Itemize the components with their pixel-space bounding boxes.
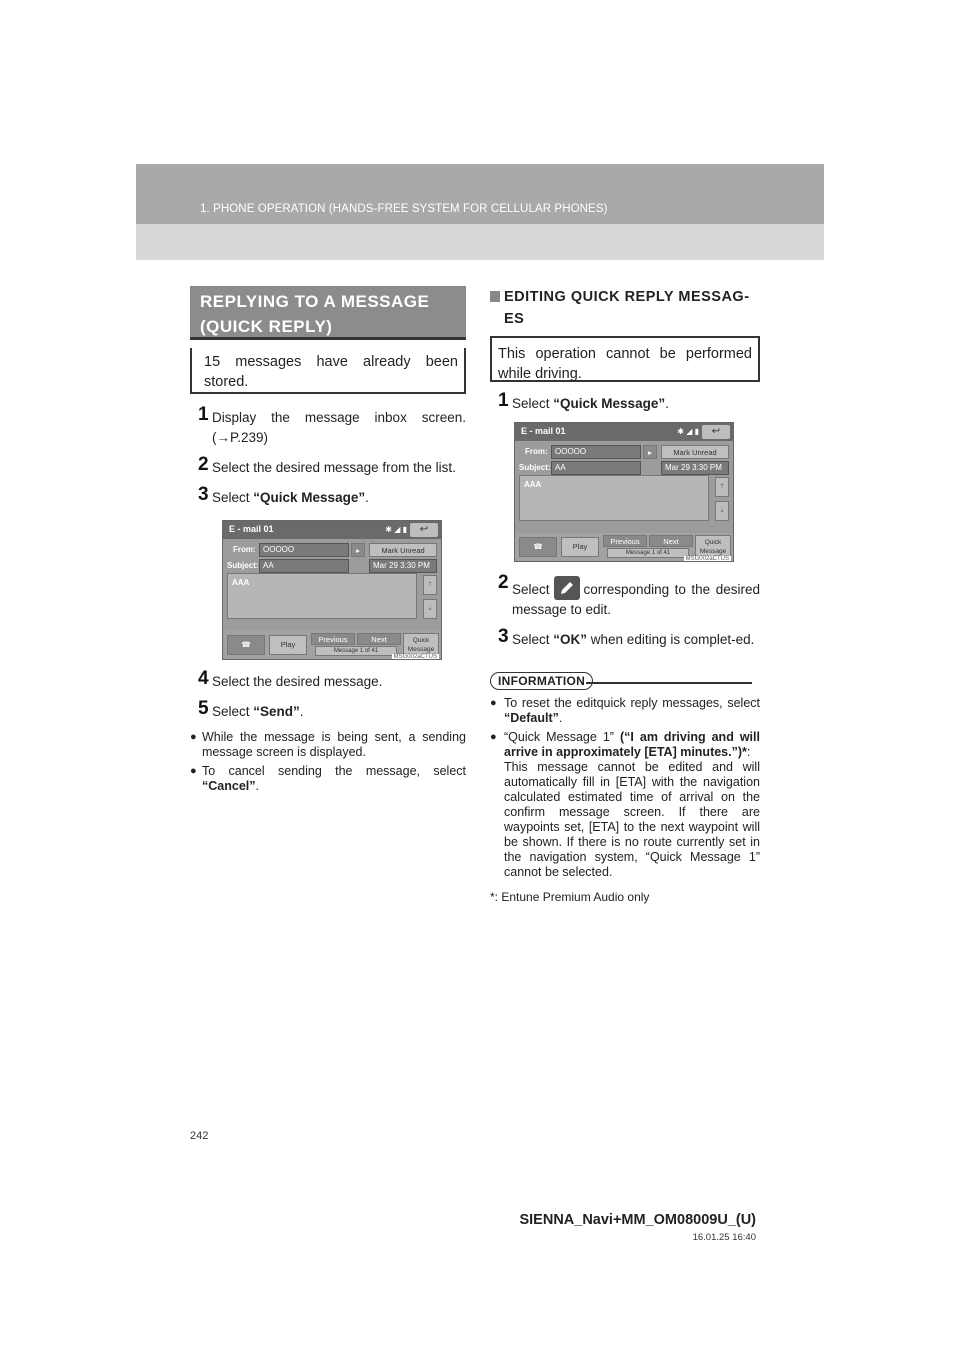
subsection-title-line-1: EDITING QUICK REPLY MESSAG- [504,289,750,305]
bullet-icon: ● [190,765,197,777]
header-strip [136,164,824,224]
step-3 [190,484,466,508]
signal-icon: ✱ ◢ ▮ [677,427,699,436]
step-2 [490,572,760,620]
step-text: Select the desired message. [212,674,383,689]
back-icon: ↩ [702,425,730,439]
step-text: Select [512,582,550,597]
screen-title: E - mail 01 [229,524,274,534]
document-date: 16.01.25 16:40 [692,1232,756,1243]
step-number: 3 [498,626,509,647]
message-body-text: AAA [524,480,542,489]
subsection-title [490,286,760,330]
previous-button: Previous [311,633,355,645]
step-text: Display the message inbox screen. ( [212,410,466,445]
step-text: Select [512,396,554,411]
from-label: From: [233,545,256,554]
info-body: This message cannot be edited and will automatically fill in [ETA] with the navigation calculated estimated time of arrival on the confirm message screen. If there are waypoints set, [ETA] to the next waypoint will be shown. If there is no route currently set in the navigation system, “Quick Message 1” cannot be selected. [504,760,760,879]
step-number: 3 [198,484,209,505]
step-number: 2 [498,572,509,593]
bullet-text: While the message is being sent, a sending message screen is displayed. [202,730,466,759]
scroll-down-icon: ⇣ [715,501,729,521]
email-screen-image [222,520,442,660]
quick-message-label-2: Message [407,646,435,653]
mark-unread-button: Mark Unread [369,543,437,557]
screen-titlebar [515,423,733,441]
step-2 [190,454,466,478]
step-text: Select [212,704,254,719]
driving-note: This operation cannot be performed while driving. [490,336,760,382]
screen-title: E - mail 01 [521,426,566,436]
phone-icon: ☎ [227,635,265,655]
from-field: OOOOO [551,445,641,459]
step-number: 1 [498,390,509,411]
subsection-title-line-2: ES [504,311,525,327]
bullet-item [190,730,466,760]
bullet-icon: ● [490,697,497,709]
scroll-up-icon: ⇡ [423,575,437,595]
bullet-text: To cancel sending the message, select [202,764,466,778]
info-text-end: : [746,745,751,759]
from-field: OOOOO [259,543,349,557]
step-1 [190,404,466,448]
play-button: Play [269,635,307,655]
step-number: 2 [198,454,209,475]
scroll-down-icon: ⇣ [423,599,437,619]
subject-field: AA [551,461,641,475]
step-number: 5 [198,698,209,719]
step-text: Select the desired message from the list. [212,460,456,475]
section-title-line-1: REPLYING TO A MESSAGE [200,292,430,311]
step-4 [190,668,466,692]
step-number: 4 [198,668,209,689]
edit-pencil-icon [554,576,580,600]
step-3 [490,626,760,650]
step-text-end: . [665,396,669,411]
step-keyword: “Quick Message” [253,490,366,505]
quick-message-label-1: Quick [412,637,430,644]
next-button: Next [357,633,401,645]
contact-icon: ▸ [351,543,365,557]
bullet-icon: ● [190,731,197,743]
left-column [190,286,466,794]
mark-unread-button: Mark Unread [661,445,729,459]
step-text-end: when editing is complet-ed. [587,632,755,647]
page-number: 242 [190,1130,209,1142]
step-5 [190,698,466,722]
bullet-icon: ● [490,731,497,743]
square-bullet-icon [490,291,500,302]
info-text-end: . [558,711,563,725]
page-reference-link[interactable]: P.239) [230,430,269,445]
step-keyword: “Send” [253,704,300,719]
info-text: “Quick Message 1” [504,730,620,744]
step-text-end: corresponding to the desired message to edit. [512,582,760,617]
message-body [227,573,417,619]
step-1 [490,390,760,414]
email-screen-image [514,422,734,562]
document-id: SIENNA_Navi+MM_OM08009U_(U) [519,1212,756,1228]
stored-note: 15 messages have already been stored. [190,348,466,394]
quick-message-label-1: Quick [704,539,722,546]
date-field: Mar 29 3:30 PM [369,559,437,573]
previous-button: Previous [603,535,647,547]
step-number: 1 [198,404,209,425]
message-counter: Message 1 of 41 [315,646,397,656]
subject-field: AA [259,559,349,573]
bullet-keyword: “Cancel” [202,779,256,793]
subject-label: Subject: [519,463,551,472]
info-item [490,730,760,880]
step-text: Select [512,632,554,647]
quick-message-button [403,633,439,655]
signal-icon: ✱ ◢ ▮ [385,525,407,534]
image-code: MSG002aCTUS [393,654,437,660]
message-body-text: AAA [232,578,250,587]
information-label: INFORMATION [490,672,593,690]
header-title: 1. PHONE OPERATION (HANDS-FREE SYSTEM FOR CELLULAR PHONES) [200,203,608,215]
right-column [490,286,760,904]
quick-message-button [695,535,731,557]
next-button: Next [649,535,693,547]
bullet-text-end: . [255,779,259,793]
contact-icon: ▸ [643,445,657,459]
step-keyword: “Quick Message” [553,396,666,411]
step-text: Select [212,490,254,505]
arrow-icon: → [216,430,230,445]
phone-icon: ☎ [519,537,557,557]
back-icon: ↩ [410,523,438,537]
information-header [490,672,760,690]
message-body [519,475,709,521]
page-header [136,164,824,260]
step-keyword: “OK” [553,632,588,647]
info-keyword: “Default” [504,711,559,725]
bullet-item [190,764,466,794]
date-field: Mar 29 3:30 PM [661,461,729,475]
footnote: *: Entune Premium Audio only [490,890,650,904]
info-item [490,696,760,726]
quick-message-label-2: Message [699,548,727,555]
section-title-line-2: (QUICK REPLY) [200,317,333,336]
section-title [190,286,466,340]
subject-label: Subject: [227,561,259,570]
from-label: From: [525,447,548,456]
info-text: To reset the editquick reply messages, select [504,696,760,710]
step-text-end: . [365,490,369,505]
step-text-end: . [299,704,304,719]
message-counter: Message 1 of 41 [607,548,689,558]
play-button: Play [561,537,599,557]
info-keyword: (“I am driving and will arrive in approximately [ETA] minutes.”)* [504,730,760,759]
information-rule [586,682,752,684]
image-code: MSG002aCTUS [685,556,729,562]
scroll-up-icon: ⇡ [715,477,729,497]
screen-titlebar [223,521,441,539]
